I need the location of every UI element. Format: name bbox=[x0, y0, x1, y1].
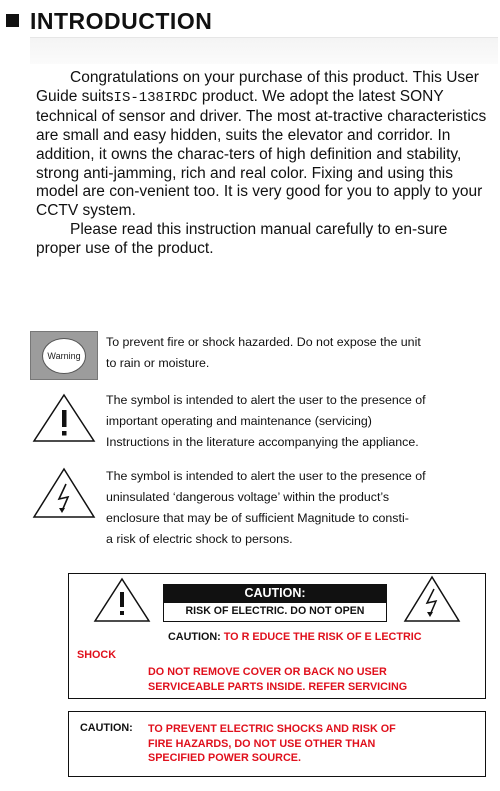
voltage-line-4: a risk of electric shock to persons. bbox=[106, 532, 293, 546]
intro-paragraph-1 bbox=[36, 69, 496, 221]
intro-text bbox=[36, 69, 496, 259]
caution-shock: SHOCK bbox=[77, 649, 116, 661]
caution-lightning-icon bbox=[402, 574, 462, 624]
power-caution-label: CAUTION: bbox=[80, 722, 133, 734]
power-caution-line-1: TO PREVENT ELECTRIC SHOCKS AND RISK OF bbox=[148, 723, 396, 735]
caution-exclamation-icon bbox=[92, 576, 152, 624]
fire-warning-line-1: To prevent fire or shock hazarded. Do not expose the unit bbox=[106, 335, 421, 349]
voltage-line-1: The symbol is intended to alert the user to the presence of bbox=[106, 469, 426, 483]
caution-line-1 bbox=[168, 631, 422, 643]
intro-paragraph-2: Please read this instruction manual carefully to en-sure proper use of the product. bbox=[36, 221, 448, 258]
voltage-line-3: enclosure that may be of sufficient Magnitude to consti- bbox=[106, 511, 409, 525]
exclamation-line-1: The symbol is intended to alert the user to the presence of bbox=[106, 393, 426, 407]
exclamation-symbol-text bbox=[106, 390, 494, 453]
exclamation-line-3: Instructions in the literature accompanying the appliance. bbox=[106, 435, 419, 449]
caution-line-1-label: CAUTION: bbox=[168, 631, 221, 643]
voltage-symbol-text bbox=[106, 466, 494, 550]
caution-line-1-text: TO R EDUCE THE RISK OF E LECTRIC bbox=[223, 631, 422, 643]
intro-p1-part1: Congratulations on your purchase of this product. This User Guide suits bbox=[36, 69, 479, 105]
voltage-line-2: uninsulated ‘dangerous voltage’ within the product’s bbox=[106, 490, 390, 504]
warning-badge bbox=[30, 331, 98, 380]
caution-instructions-line-1: DO NOT REMOVE COVER OR BACK NO USER bbox=[148, 666, 387, 678]
page-title: INTRODUCTION bbox=[30, 8, 213, 34]
heading-bullet bbox=[6, 14, 19, 27]
power-caution-line-3: SPECIFIED POWER SOURCE. bbox=[148, 752, 301, 764]
model-number: IS-138IRDC bbox=[113, 89, 198, 106]
caution-instructions bbox=[148, 665, 407, 694]
caution-instructions-line-2: SERVICEABLE PARTS INSIDE. REFER SERVICING bbox=[148, 680, 408, 693]
power-caution-text bbox=[148, 722, 396, 766]
caution-banner: CAUTION: bbox=[163, 584, 387, 602]
heading-rule bbox=[30, 37, 498, 64]
lightning-triangle-icon bbox=[31, 466, 97, 520]
power-caution-line-2: FIRE HAZARDS, DO NOT USE OTHER THAN bbox=[148, 737, 376, 750]
exclamation-line-2: important operating and maintenance (servicing) bbox=[106, 414, 372, 428]
fire-warning-text bbox=[106, 332, 494, 374]
warning-badge-label: Warning bbox=[42, 338, 86, 374]
exclamation-triangle-icon bbox=[31, 392, 97, 444]
intro-p1-part2: product. We adopt the latest SONY technical of sensor and driver. The most at-tractive characteristics are small and easy hidden, suits the elevator and corridor. In addition, it owns the charac-ters of high definition and stability, strong anti-jamming, rich and real color. Fixing and using this model are con-venient too. It is very good for you to apply to your CCTV system. bbox=[36, 87, 487, 220]
fire-warning-line-2: to rain or moisture. bbox=[106, 356, 210, 370]
caution-subbanner: RISK OF ELECTRIC. DO NOT OPEN bbox=[163, 602, 387, 622]
